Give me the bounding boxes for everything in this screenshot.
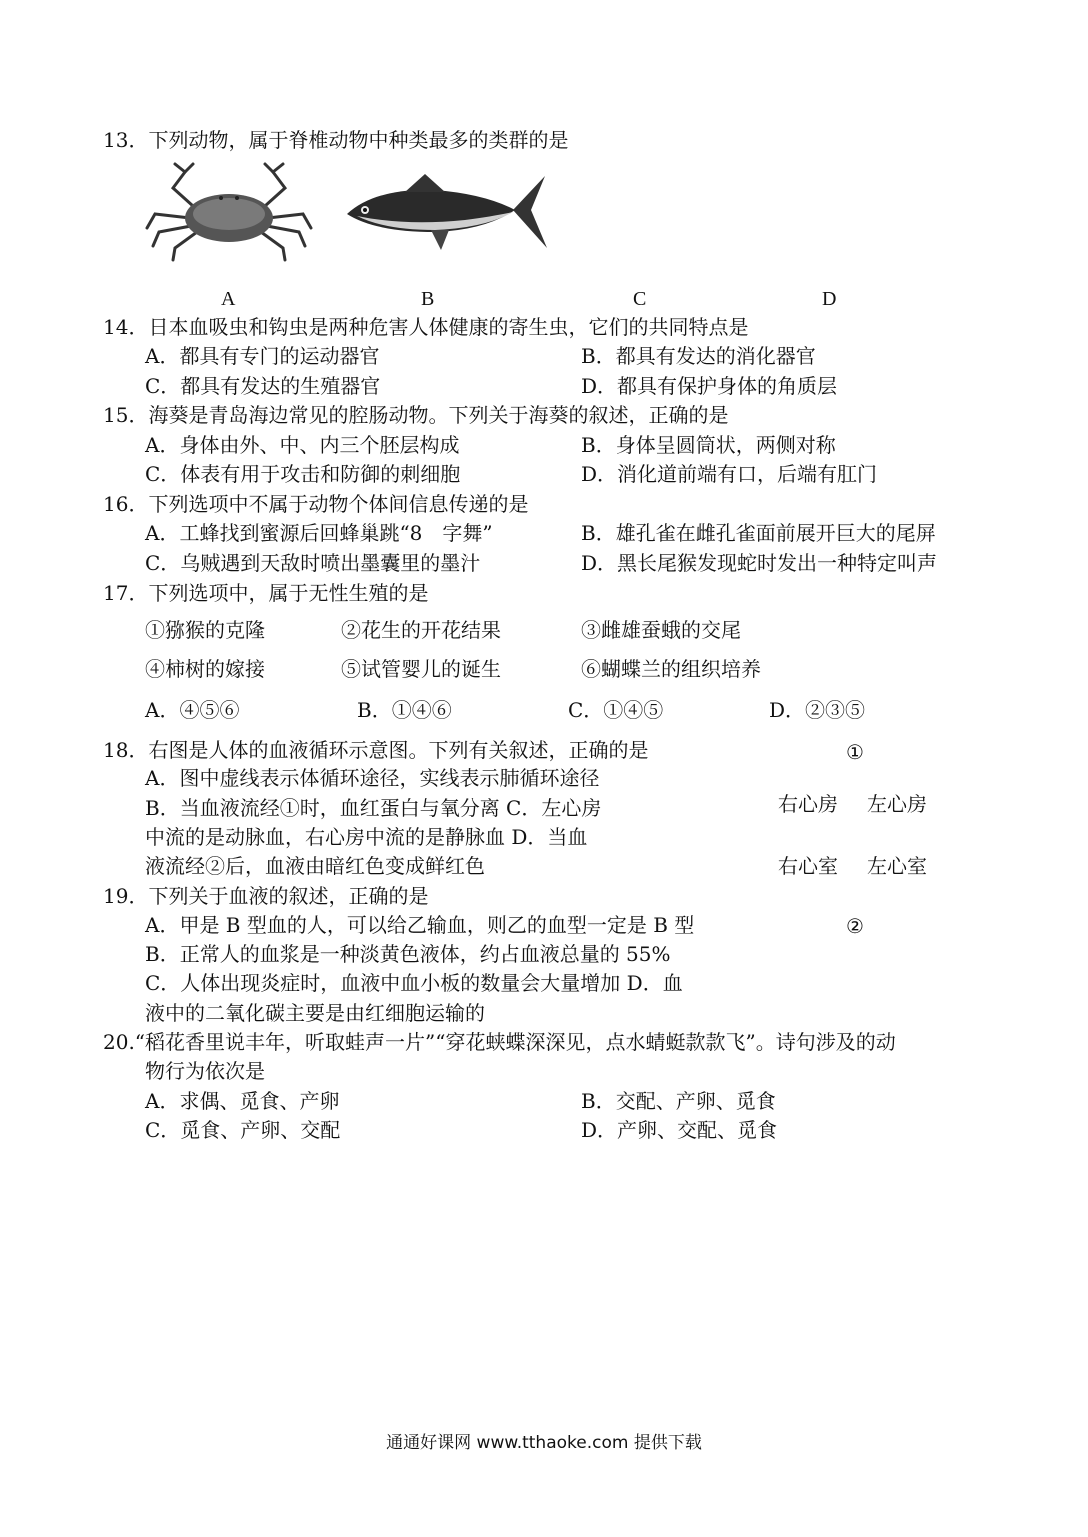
q17-option-c: C．①④⑤ bbox=[568, 698, 664, 722]
q14-option-a: A．都具有专门的运动器官 bbox=[145, 344, 380, 368]
q17-item-1: ①猕猴的克隆 bbox=[145, 618, 265, 642]
q13-stem: 13．下列动物，属于脊椎动物中种类最多的类群的是 bbox=[103, 128, 569, 152]
q14-option-b: B．都具有发达的消化器官 bbox=[581, 344, 816, 368]
q19-line-4: 液中的二氧化碳主要是由红细胞运输的 bbox=[145, 1001, 485, 1025]
q14-stem: 14．日本血吸虫和钩虫是两种危害人体健康的寄生虫，它们的共同特点是 bbox=[103, 315, 749, 339]
crab-image bbox=[145, 158, 313, 264]
diagram-mark-1: ① bbox=[846, 740, 864, 764]
q20-stem-2: 物行为依次是 bbox=[145, 1059, 265, 1083]
q15-option-a: A．身体由外、中、内三个胚层构成 bbox=[145, 433, 460, 457]
q14-option-c: C．都具有发达的生殖器官 bbox=[145, 374, 381, 398]
q17-option-b: B．①④⑥ bbox=[357, 698, 452, 722]
diagram-right-ventricle: 右心室 bbox=[778, 854, 838, 878]
q15-stem: 15．海葵是青岛海边常见的腔肠动物。下列关于海葵的叙述，正确的是 bbox=[103, 403, 729, 427]
q16-option-d: D．黑长尾猴发现蛇时发出一种特定叫声 bbox=[581, 551, 938, 575]
q17-option-a: A．④⑤⑥ bbox=[145, 698, 240, 722]
q17-item-3: ③雌雄蚕蛾的交尾 bbox=[581, 618, 741, 642]
diagram-left-ventricle: 左心室 bbox=[867, 854, 927, 878]
q16-stem: 16．下列选项中不属于动物个体间信息传递的是 bbox=[103, 492, 529, 516]
q20-stem-1: 20.“稻花香里说丰年，听取蛙声一片”“穿花蛱蝶深深见，点水蜻蜓款款飞”。诗句涉及的动 bbox=[103, 1030, 896, 1054]
q20-option-b: B．交配、产卵、觅食 bbox=[581, 1089, 776, 1113]
q18-line-1: A．图中虚线表示体循环途径，实线表示肺循环途径 bbox=[145, 766, 600, 790]
q17-item-5: ⑤试管婴儿的诞生 bbox=[341, 657, 501, 681]
q15-option-c: C．体表有用于攻击和防御的刺细胞 bbox=[145, 462, 461, 486]
q16-option-a: A．工蜂找到蜜源后回蜂巢跳“8 字舞” bbox=[145, 521, 493, 545]
q18-line-4: 液流经②后，血液由暗红色变成鲜红色 bbox=[145, 854, 485, 878]
fish-image bbox=[345, 170, 550, 252]
q19-line-3: C．人体出现炎症时，血液中血小板的数量会大量增加 D．血 bbox=[145, 971, 683, 995]
q13-label-a: A bbox=[221, 288, 236, 310]
q17-item-6: ⑥蝴蝶兰的组织培养 bbox=[581, 657, 761, 681]
q20-option-a: A．求偶、觅食、产卵 bbox=[145, 1089, 340, 1113]
page-footer: 通通好课网 www.tthaoke.com 提供下载 bbox=[386, 1433, 702, 1453]
q15-option-b: B．身体呈圆筒状，两侧对称 bbox=[581, 433, 836, 457]
q16-option-b: B．雄孔雀在雌孔雀面前展开巨大的尾屏 bbox=[581, 521, 936, 545]
q18-line-2: B．当血液流经①时，血红蛋白与氧分离 C．左心房 bbox=[145, 796, 602, 820]
q17-item-2: ②花生的开花结果 bbox=[341, 618, 501, 642]
q18-stem: 18．右图是人体的血液循环示意图。下列有关叙述，正确的是 bbox=[103, 738, 649, 762]
q17-option-d: D．②③⑤ bbox=[769, 698, 866, 722]
q19-stem: 19．下列关于血液的叙述，正确的是 bbox=[103, 884, 429, 908]
diagram-right-atrium: 右心房 bbox=[778, 792, 838, 816]
q13-label-c: C bbox=[633, 288, 647, 310]
q20-option-c: C．觅食、产卵、交配 bbox=[145, 1118, 341, 1142]
q15-option-d: D．消化道前端有口，后端有肛门 bbox=[581, 462, 878, 486]
diagram-left-atrium: 左心房 bbox=[867, 792, 927, 816]
q13-label-d: D bbox=[822, 288, 837, 310]
q19-line-1: A．甲是 B 型血的人，可以给乙输血，则乙的血型一定是 B 型 bbox=[145, 913, 695, 937]
q20-option-d: D．产卵、交配、觅食 bbox=[581, 1118, 778, 1142]
q17-stem: 17．下列选项中，属于无性生殖的是 bbox=[103, 581, 429, 605]
q16-option-c: C．乌贼遇到天敌时喷出墨囊里的墨汁 bbox=[145, 551, 481, 575]
q18-line-3: 中流的是动脉血，右心房中流的是静脉血 D．当血 bbox=[145, 825, 588, 849]
q19-line-2: B．正常人的血浆是一种淡黄色液体，约占血液总量的 55% bbox=[145, 942, 671, 966]
q14-option-d: D．都具有保护身体的角质层 bbox=[581, 374, 838, 398]
q13-label-b: B bbox=[421, 288, 435, 310]
diagram-mark-2: ② bbox=[846, 914, 864, 938]
q17-item-4: ④柿树的嫁接 bbox=[145, 657, 265, 681]
